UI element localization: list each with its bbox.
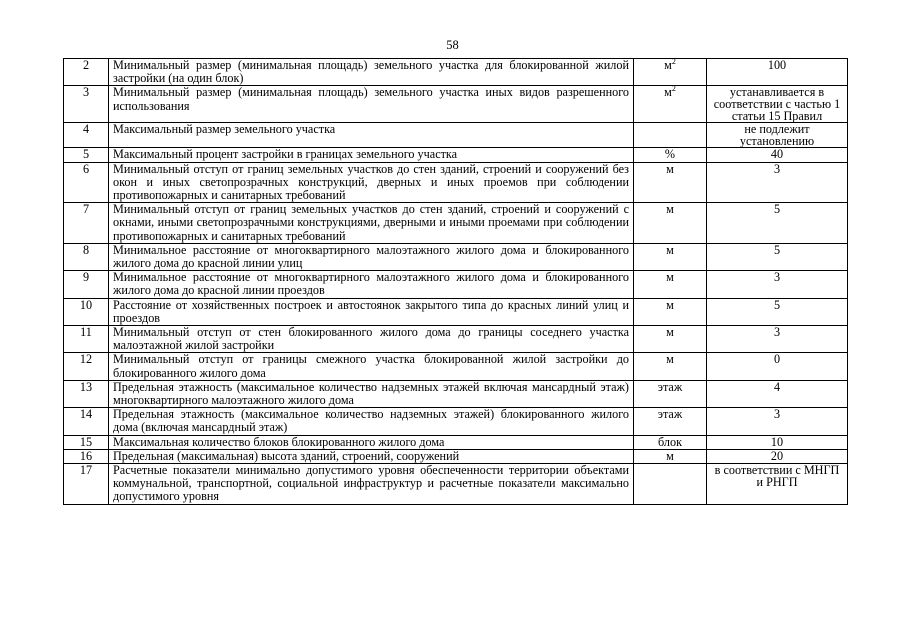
parameter-name: Минимальный размер (минимальная площадь) земельного участка для блокированной жилой застройки (на один блок): [109, 59, 634, 86]
unit-cell: [634, 203, 707, 244]
table-row: [64, 203, 848, 244]
table-row: [64, 123, 848, 148]
unit-cell: [634, 380, 707, 407]
table-row: [64, 464, 848, 505]
table-row: [64, 271, 848, 298]
parameter-name: Расчетные показатели минимально допустимого уровня обеспеченности территории объектами коммунальной, транспортной, социальной инфраструктур и расчетные показатели максимально допустимого уровня: [109, 464, 634, 505]
parameter-value: 3: [707, 162, 848, 203]
unit-cell: [634, 86, 707, 123]
unit-cell: [634, 271, 707, 298]
unit-cell: [634, 243, 707, 270]
unit: м: [666, 242, 674, 257]
row-number: 9: [64, 271, 109, 298]
parameter-value: 0: [707, 353, 848, 380]
row-number: 12: [64, 353, 109, 380]
parameter-name: Максимальный размер земельного участка: [109, 123, 634, 148]
table-row: [64, 353, 848, 380]
table-row: [64, 59, 848, 86]
table-row: [64, 326, 848, 353]
row-number: 2: [64, 59, 109, 86]
parameter-name: Минимальное расстояние от многоквартирного малоэтажного жилого дома и блокированного жилого дома до красной линии улиц: [109, 243, 634, 270]
unit-cell: [634, 298, 707, 325]
parameter-name: Минимальный отступ от границ земельных участков до стен зданий, строений и сооружений с окнами, иными светопрозрачными конструкциями, дверными и иными проемами при соблюдении противопожарных и санитарных требований: [109, 203, 634, 244]
unit: м: [666, 352, 674, 367]
parameter-value: 20: [707, 449, 848, 463]
unit: м: [666, 448, 674, 463]
unit-cell: [634, 326, 707, 353]
unit: этаж: [657, 379, 683, 394]
row-number: 8: [64, 243, 109, 270]
parameter-value: 3: [707, 271, 848, 298]
parameter-name: Расстояние от хозяйственных построек и автостоянок закрытого типа до красных линий улиц и проездов: [109, 298, 634, 325]
parameter-name: Максимальная количество блоков блокированного жилого дома: [109, 435, 634, 449]
unit: м: [664, 58, 672, 72]
row-number: 13: [64, 380, 109, 407]
row-number: 15: [64, 435, 109, 449]
row-number: 17: [64, 464, 109, 505]
row-number: 10: [64, 298, 109, 325]
unit-cell: [634, 353, 707, 380]
unit-cell: [634, 435, 707, 449]
unit-cell: [634, 162, 707, 203]
parameter-value: 3: [707, 326, 848, 353]
parameter-value: 10: [707, 435, 848, 449]
row-number: 6: [64, 162, 109, 203]
parameter-name: Минимальный отступ от стен блокированного жилого дома до границы соседнего участка малоэтажной жилой застройки: [109, 326, 634, 353]
unit: блок: [658, 434, 682, 449]
parameter-name: Предельная этажность (максимальное количество надземных этажей) блокированного жилого дома (включая мансардный этаж): [109, 408, 634, 435]
unit: %: [664, 147, 676, 162]
table-row: [64, 435, 848, 449]
regulations-table: [63, 58, 848, 505]
unit: м: [666, 161, 674, 176]
unit-cell: [634, 148, 707, 162]
parameter-value: не подлежит установлению: [707, 123, 848, 148]
unit: м: [666, 297, 674, 312]
row-number: 16: [64, 449, 109, 463]
parameter-value: 5: [707, 298, 848, 325]
unit: м: [666, 202, 674, 217]
parameter-value: 5: [707, 203, 848, 244]
table-row: [64, 148, 848, 162]
table-row: [64, 380, 848, 407]
unit: м: [666, 270, 674, 285]
unit-cell: [634, 464, 707, 505]
table-row: [64, 243, 848, 270]
table-row: [64, 408, 848, 435]
unit: этаж: [657, 407, 683, 422]
row-number: 7: [64, 203, 109, 244]
unit-cell: [634, 449, 707, 463]
parameter-value: устанавливается в соответствии с частью 1 статьи 15 Правил: [707, 86, 848, 123]
unit-cell: [634, 408, 707, 435]
parameter-value: 5: [707, 243, 848, 270]
table-row: [64, 298, 848, 325]
unit: м: [664, 85, 672, 100]
row-number: 5: [64, 148, 109, 162]
parameter-name: Максимальный процент застройки в границах земельного участка: [109, 148, 634, 162]
parameter-value: 40: [707, 148, 848, 162]
unit-cell: [634, 56, 707, 86]
parameter-value: в соответствии с МНГП и РНГП: [707, 464, 848, 505]
row-number: 3: [64, 86, 109, 123]
page-number: 58: [446, 38, 459, 52]
row-number: 11: [64, 326, 109, 353]
unit: м: [666, 325, 674, 340]
parameter-name: Минимальный отступ от границ земельных участков до стен зданий, строений и сооружений без окон и иных светопрозрачных конструкций, дверных и иных проемов при соблюдении противопожарных и санитарных требований: [109, 162, 634, 203]
parameter-value: 3: [707, 408, 848, 435]
table-row: [64, 449, 848, 463]
parameter-value: 4: [707, 380, 848, 407]
table-row: [64, 86, 848, 123]
unit-cell: [634, 123, 707, 148]
parameter-value: 100: [707, 59, 848, 86]
parameter-name: Минимальное расстояние от многоквартирного малоэтажного жилого дома и блокированного жилого дома до красной линии проездов: [109, 271, 634, 298]
parameter-name: Предельная (максимальная) высота зданий, строений, сооружений: [109, 449, 634, 463]
row-number: 4: [64, 123, 109, 148]
parameter-name: Минимальный отступ от границы смежного участка блокированной жилой застройки до блокированного жилого дома: [109, 353, 634, 380]
parameter-name: Предельная этажность (максимальное количество надземных этажей включая мансардный этаж) многоквартирного малоэтажного жилого дома: [109, 380, 634, 407]
row-number: 14: [64, 408, 109, 435]
parameter-name: Минимальный размер (минимальная площадь) земельного участка иных видов разрешенного использования: [109, 86, 634, 123]
table-row: [64, 162, 848, 203]
unit-superscript: 2: [671, 84, 676, 94]
unit-superscript: 2: [671, 56, 676, 66]
